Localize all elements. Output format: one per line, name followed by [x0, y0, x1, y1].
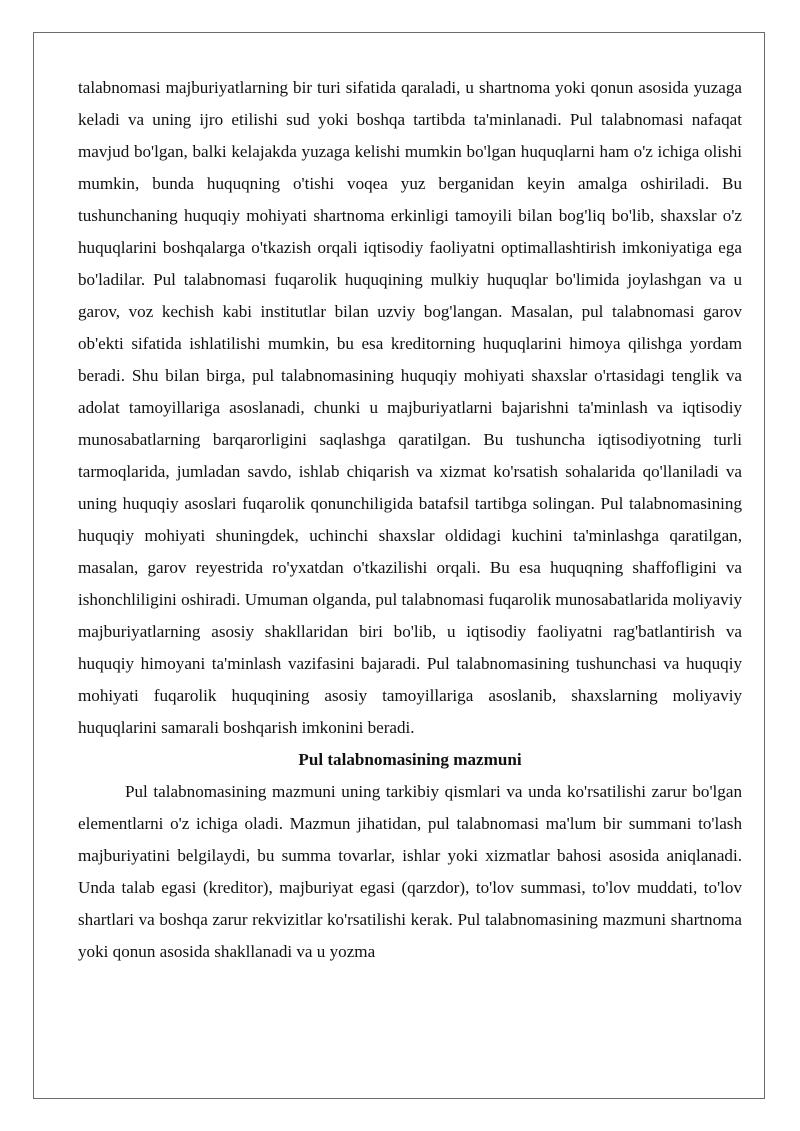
section-heading: Pul talabnomasining mazmuni [298, 750, 522, 769]
body-paragraph-continued: talabnomasi majburiyatlarning bir turi sifatida qaraladi, u shartnoma yoki qonun asosida yuzaga keladi va uning ijro etilishi sud yoki boshqa tartibda ta'minlanadi. Pul talabnomasi nafaqat mavjud bo'lgan, balki kelajakda yuzaga kelishi mumkin bo'lgan huquqlarni ham o'z ichiga olishi mumkin, bunda huquqning o'tishi voqea yuz berganidan keyin amalga oshiriladi. Bu tushunchaning huquqiy mohiyati shartnoma erkinligi tamoyili bilan bog'liq bo'lib, shaxslar o'z huquqlarini boshqalarga o'tkazish orqali iqtisodiy faoliyatni optimallashtirish imkoniyatiga ega bo'ladilar. Pul talabnomasi fuqarolik huquqining mulkiy huquqlar bo'limida joylashgan va u garov, voz kechish kabi institutlar bilan uzviy bog'langan. Masalan, pul talabnomasi garov ob'ekti sifatida ishlatilishi mumkin, bu esa kreditorning huquqlarini himoya qilishga yordam beradi. Shu bilan birga, pul talabnomasining huquqiy mohiyati shaxslar o'rtasidagi tenglik va adolat tamoyillariga asoslanadi, chunki u majburiyatlarni bajarishni ta'minlash va iqtisodiy munosabatlarning barqarorligini saqlashga qaratilgan. Bu tushuncha iqtisodiyotning turli tarmoqlarida, jumladan savdo, ishlab chiqarish va xizmat ko'rsatish sohalarida qo'llaniladi va uning huquqiy asoslari fuqarolik qonunchiligida batafsil tartibga solingan. Pul talabnomasining huquqiy mohiyati shuningdek, uchinchi shaxslar oldidagi kuchini ta'minlashga qaratilgan, masalan, garov reyestrida ro'yxatdan o'tkazilishi orqali. Bu esa huquqning shaffofligini va ishonchliligini oshiradi. Umuman olganda, pul talabnomasi fuqarolik munosabatlarida moliyaviy majburiyatlarning asosiy shakllaridan biri bo'lib, u iqtisodiy faoliyatni rag'batlantirish va huquqiy himoyani ta'minlash vazifasini bajaradi. Pul talabnomasining tushunchasi va huquqiy mohiyati fuqarolik huquqining asosiy tamoyillariga asoslanib, shaxslarning moliyaviy huquqlarini samarali boshqarish imkonini beradi. [78, 78, 742, 737]
document-body [78, 72, 742, 968]
body-paragraph-content: Pul talabnomasining mazmuni uning tarkibiy qismlari va unda ko'rsatilishi zarur bo'lgan elementlarni o'z ichiga oladi. Mazmun jihatidan, pul talabnomasi ma'lum bir summani to'lash majburiyatini belgilaydi, bu summa tovarlar, ishlar yoki xizmatlar bahosi asosida aniqlanadi. Unda talab egasi (kreditor), majburiyat egasi (qarzdor), to'lov summasi, to'lov muddati, to'lov shartlari va boshqa zarur rekvizitlar ko'rsatilishi kerak. Pul talabnomasining mazmuni shartnoma yoki qonun asosida shakllanadi va u yozma [78, 782, 742, 961]
